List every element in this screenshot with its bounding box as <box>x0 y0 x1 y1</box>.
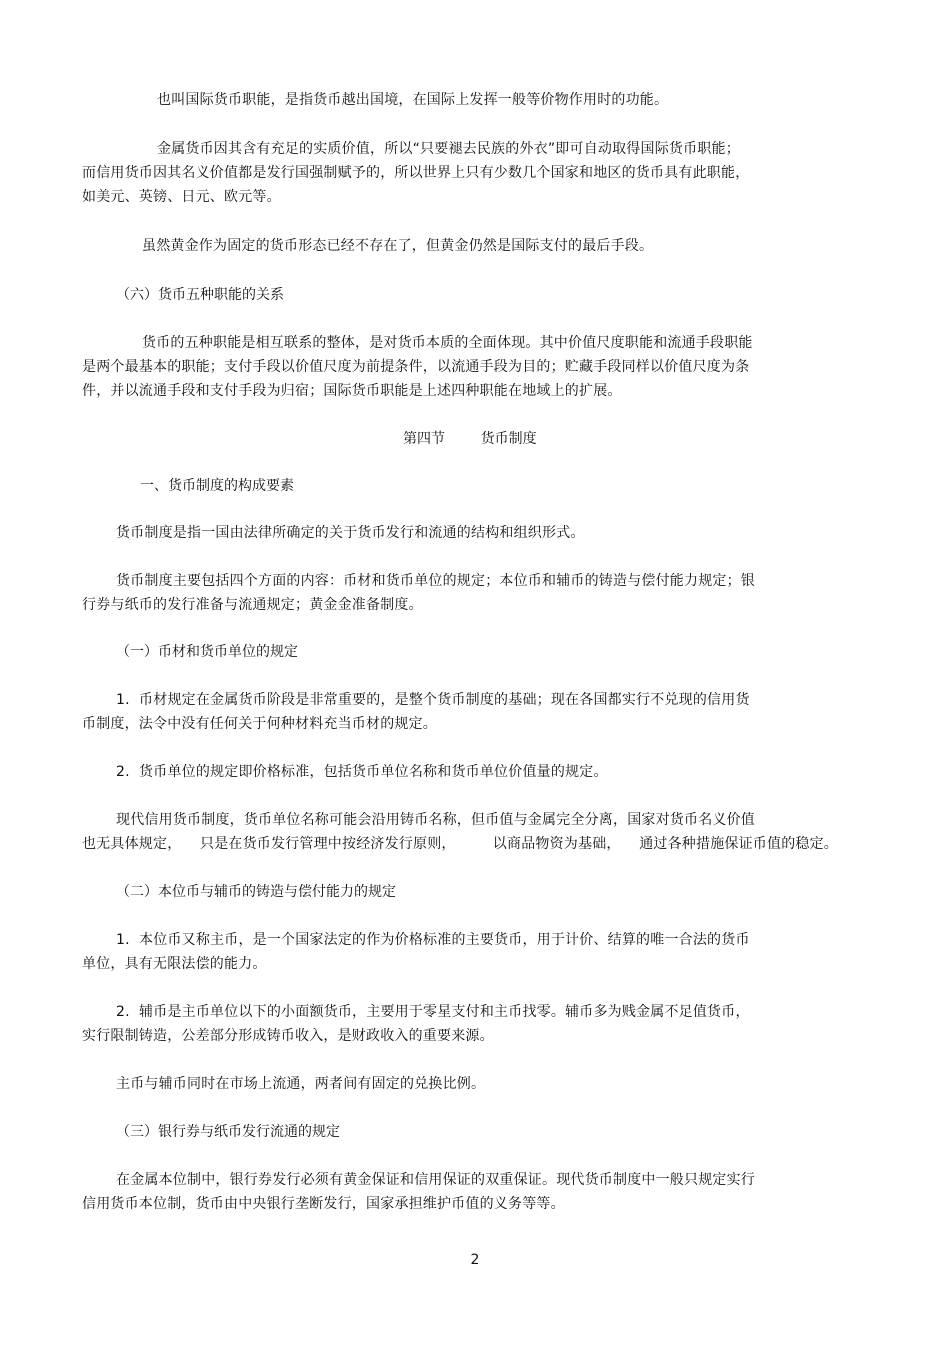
paragraph-line: 2. 货币单位的规定即价格标准，包括货币单位名称和货币单位价值量的规定。 <box>116 764 608 780</box>
subsection-heading: （一）币材和货币单位的规定 <box>116 644 298 660</box>
paragraph-line: 件，并以流通手段和支付手段为归宿；国际货币职能是上述四种职能在地域上的扩展。 <box>82 383 622 399</box>
paragraph-line: 也叫国际货币职能，是指货币越出国境，在国际上发挥一般等价物作用时的功能。 <box>157 92 669 108</box>
paragraph-line: 行券与纸币的发行准备与流通规定；黄金金准备制度。 <box>82 597 423 613</box>
paragraph-line: 实行限制铸造，公差部分形成铸币收入，是财政收入的重要来源。 <box>82 1028 494 1044</box>
subsection-heading: （三）银行券与纸币发行流通的规定 <box>116 1124 340 1140</box>
subsection-heading: （二）本位币与辅币的铸造与偿付能力的规定 <box>116 884 396 900</box>
paragraph-line: 货币制度是指一国由法律所确定的关于货币发行和流通的结构和组织形式。 <box>116 525 585 541</box>
paragraph-line: 如美元、英镑、日元、欧元等。 <box>82 189 281 205</box>
subsection-heading: 一、货币制度的构成要素 <box>140 478 294 494</box>
paragraph-line: 单位，具有无限法偿的能力。 <box>82 956 267 972</box>
paragraph-line: 2. 辅币是主币单位以下的小面额货币，主要用于零星支付和主币找零。辅币多为贱金属不足值货币， <box>116 1004 750 1020</box>
section-title: 第四节 货币制度 <box>403 431 537 447</box>
paragraph-line: 现代信用货币制度，货币单位名称可能会沿用铸币名称，但币值与金属完全分离，国家对货币名义价值 <box>116 812 755 828</box>
paragraph-line: 1. 本位币又称主币，是一个国家法定的作为价格标准的主要货币，用于计价、结算的唯一合法的货币 <box>116 932 750 948</box>
subsection-heading: （六）货币五种职能的关系 <box>116 287 284 303</box>
paragraph-line: 信用货币本位制，货币由中央银行垄断发行，国家承担维护币值的义务等等。 <box>82 1196 565 1212</box>
paragraph-line: 1. 币材规定在金属货币阶段是非常重要的，是整个货币制度的基础；现在各国都实行不兑现的信用货 <box>116 692 750 708</box>
paragraph-line: 货币制度主要包括四个方面的内容：币材和货币单位的规定；本位币和辅币的铸造与偿付能力规定；银 <box>116 573 755 589</box>
paragraph-line: 也无具体规定， 只是在货币发行管理中按经济发行原则， 以商品物资为基础， 通过各种措施保证币值的稳定。 <box>82 836 838 852</box>
paragraph-line: 而信用货币因其名义价值都是发行国强制赋予的，所以世界上只有少数几个国家和地区的货币具有此职能， <box>82 165 750 181</box>
paragraph-line: 币制度，法令中没有任何关于何种材料充当币材的规定。 <box>82 716 437 732</box>
paragraph-line: 主币与辅币同时在市场上流通，两者间有固定的兑换比例。 <box>116 1076 486 1092</box>
paragraph-line: 在金属本位制中，银行券发行必须有黄金保证和信用保证的双重保证。现代货币制度中一般只规定实行 <box>116 1172 755 1188</box>
paragraph-line: 虽然黄金作为固定的货币形态已经不存在了，但黄金仍然是国际支付的最后手段。 <box>142 238 654 254</box>
paragraph-line: 货币的五种职能是相互联系的整体，是对货币本质的全面体现。其中价值尺度职能和流通手段职能 <box>142 335 753 351</box>
paragraph-line: 金属货币因其含有充足的实质价值，所以“只要褪去民族的外衣”即可自动取得国际货币职能； <box>157 141 740 157</box>
page-number: 2 <box>470 1252 480 1268</box>
paragraph-line: 是两个最基本的职能；支付手段以价值尺度为前提条件，以流通手段为目的；贮藏手段同样以价值尺度为条 <box>82 359 750 375</box>
